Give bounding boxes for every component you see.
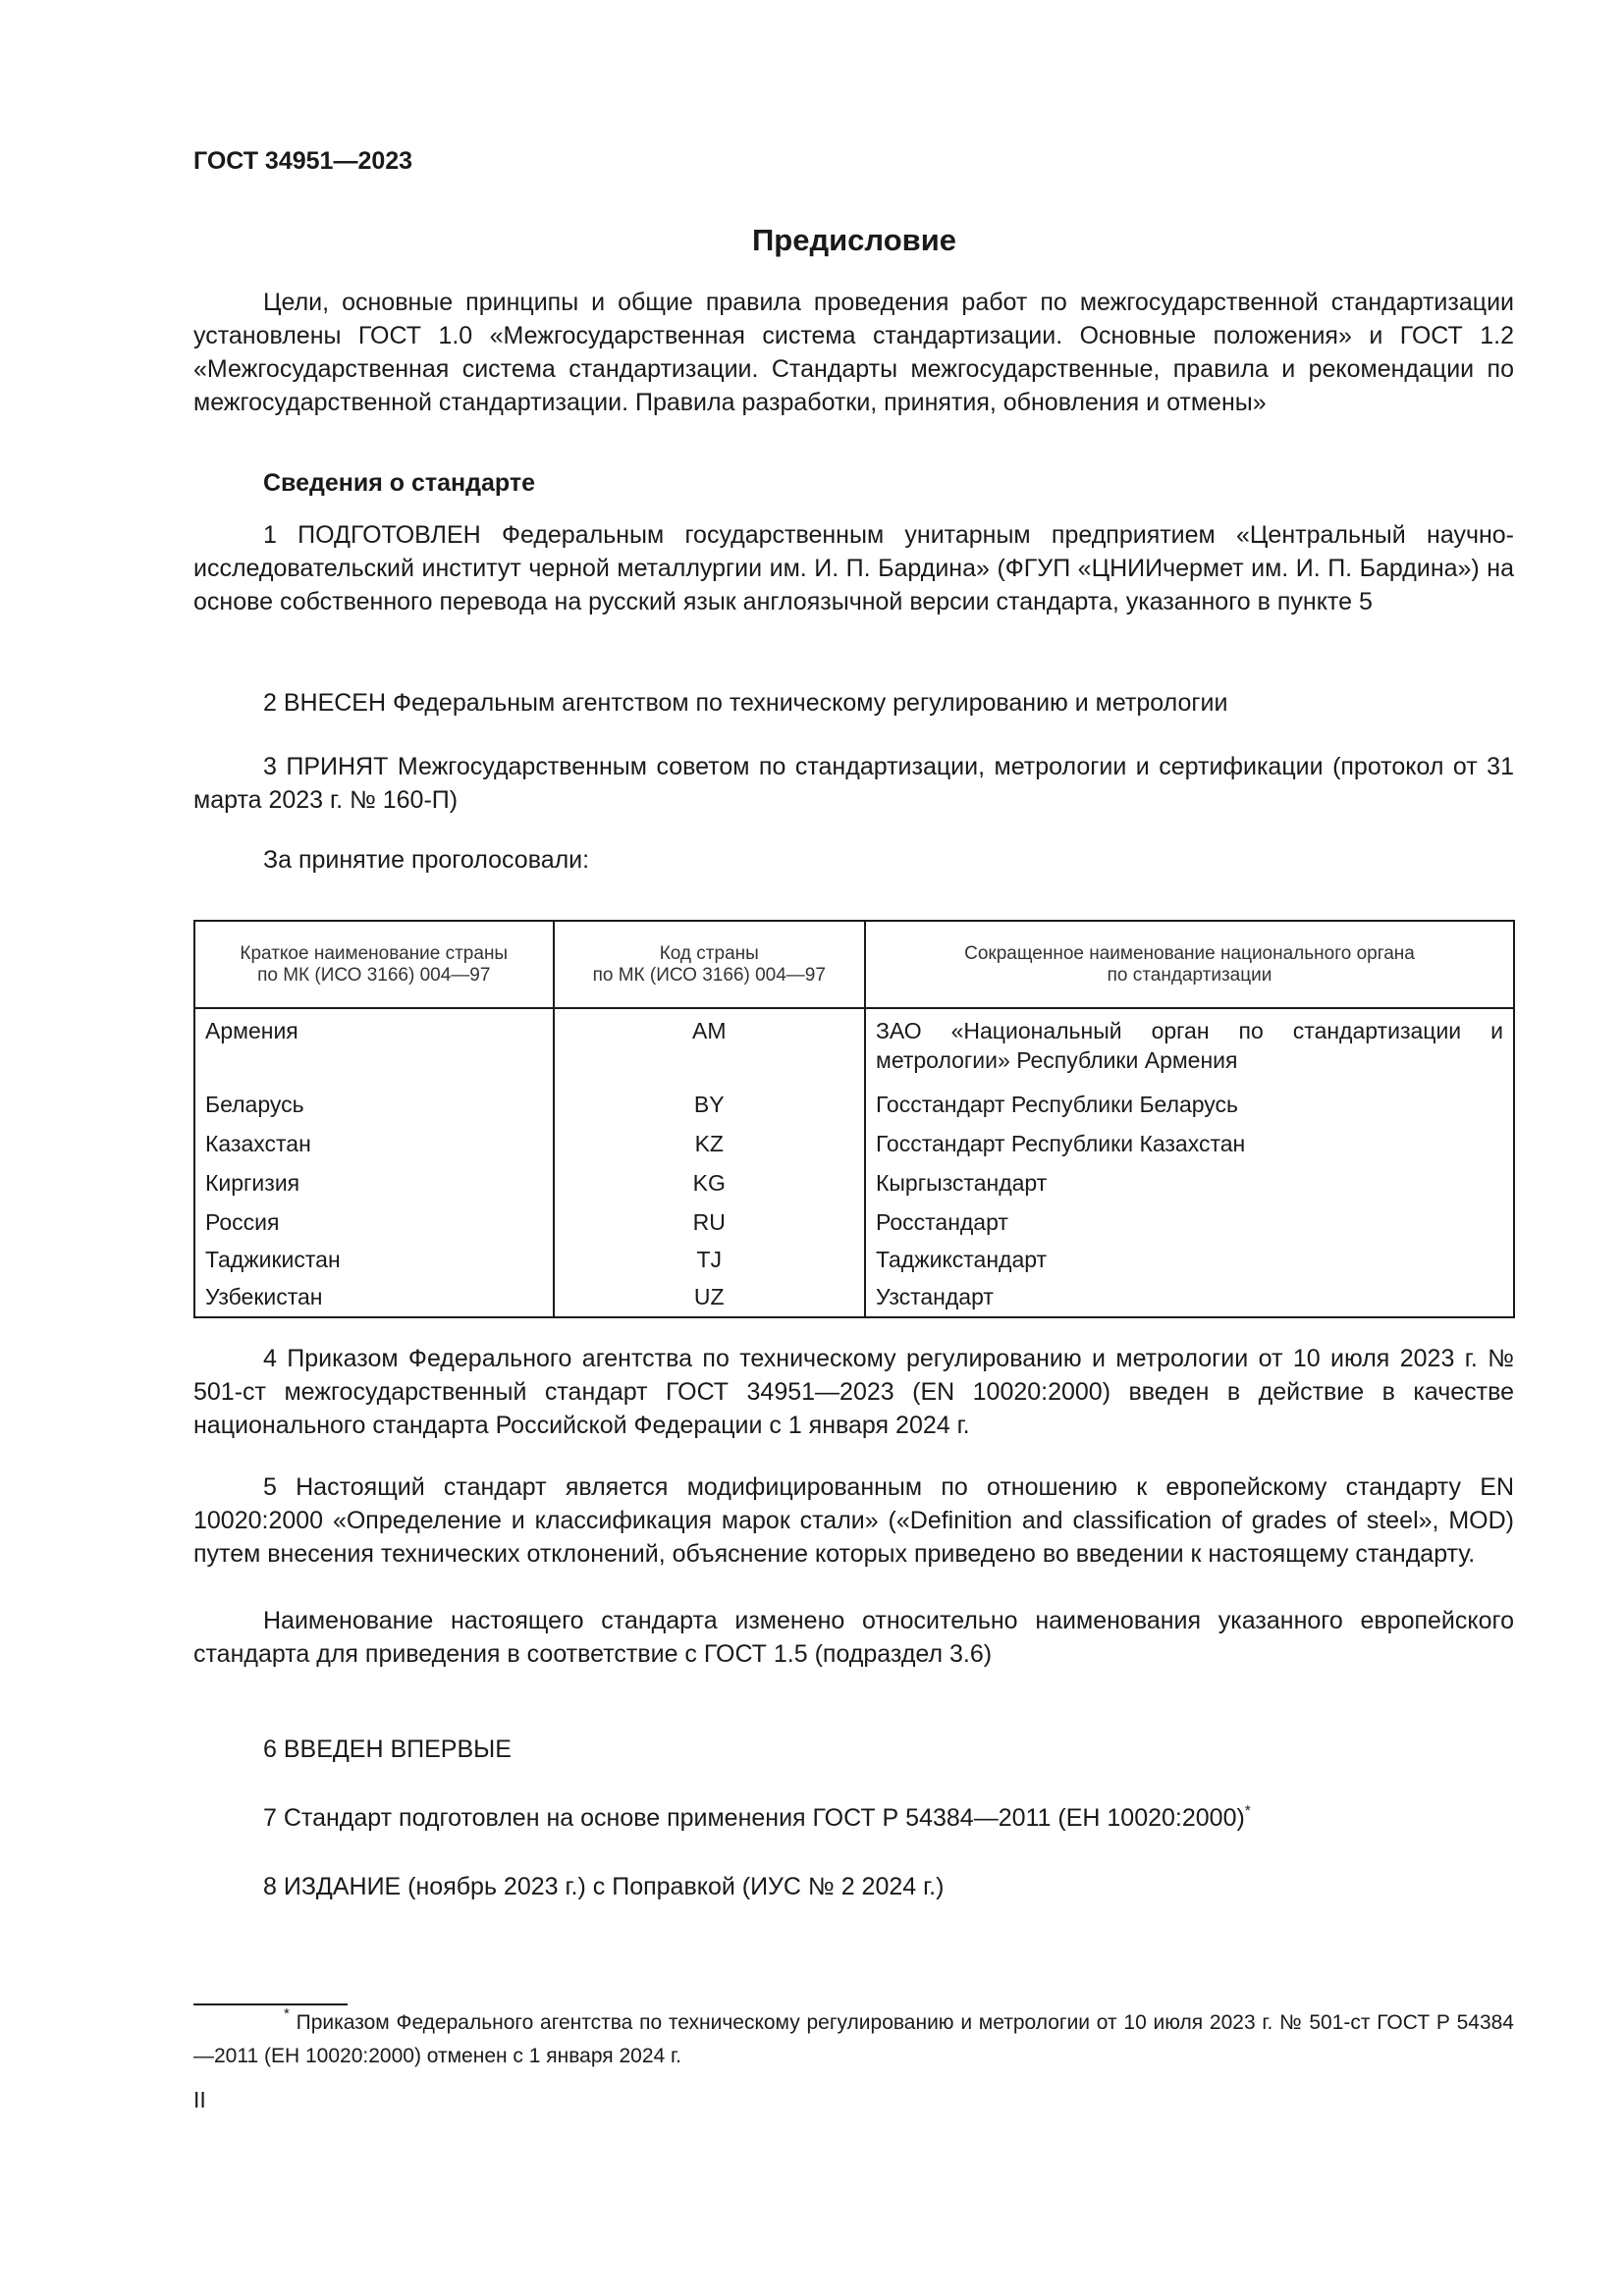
item-5-note-paragraph: Наименование настоящего стандарта изменено относительно наименования указанного европейского стандарта для приведения в соответствие с ГОСТ 1.5 (подраздел 3.6)	[193, 1607, 1514, 1668]
code-cell: KZ	[554, 1124, 865, 1163]
country-cell: Таджикистан	[194, 1242, 554, 1279]
footnote-divider	[193, 2003, 348, 2005]
code-cell: KG	[554, 1163, 865, 1202]
footnote-marker: *	[284, 2005, 290, 2022]
body-cell: Росстандарт	[876, 1209, 1008, 1235]
footnote	[193, 2006, 1514, 2073]
code-cell: UZ	[554, 1279, 865, 1317]
country-cell: Киргизия	[194, 1163, 554, 1202]
body-cell: Таджикстандарт	[876, 1247, 1048, 1272]
section-subheading: Сведения о стандарте	[263, 469, 536, 497]
table-row	[194, 1008, 1514, 1085]
country-cell: Узбекистан	[194, 1279, 554, 1317]
country-cell: Казахстан	[194, 1124, 554, 1163]
intro-paragraph: Цели, основные принципы и общие правила проведения работ по межгосударственной стандартизации установлены ГОСТ 1.0 «Межгосударственная система стандартизации. Основные положения» и ГОСТ 1.2 «Межгосударственная система стандартизации. Стандарты межгосударственные, правила и рекомендации по межгосударственной стандартизации. Правила разработки, принятия, обновления и отмены»	[193, 289, 1514, 416]
code-cell: TJ	[554, 1242, 865, 1279]
item-8-paragraph: 8 ИЗДАНИЕ (ноябрь 2023 г.) с Поправкой (ИУС № 2 2024 г.)	[263, 1873, 945, 1900]
body-cell: Госстандарт Республики Беларусь	[876, 1092, 1239, 1117]
code-cell: AM	[554, 1008, 865, 1085]
column-header-code: Код страны по МК (ИСО 3166) 004—97	[554, 921, 865, 1008]
document-header: ГОСТ 34951—2023	[193, 147, 413, 175]
table-row	[194, 1242, 1514, 1279]
country-cell: Россия	[194, 1202, 554, 1242]
item-6-paragraph: 6 ВВЕДЕН ВПЕРВЫЕ	[263, 1735, 512, 1763]
footnote-text: Приказом Федерального агентства по техническому регулированию и метрологии от 10 июля 2023 г. № 501-ст ГОСТ Р 54384—2011 (ЕН 10020:2000) отменен с 1 января 2024 г.	[193, 2011, 1514, 2067]
voting-table	[193, 920, 1515, 1318]
table-row	[194, 1202, 1514, 1242]
page-title: Предисловие	[751, 223, 956, 257]
country-cell: Армения	[194, 1008, 554, 1085]
country-cell: Беларусь	[194, 1085, 554, 1124]
table-row	[194, 1124, 1514, 1163]
item-3-paragraph: 3 ПРИНЯТ Межгосударственным советом по стандартизации, метрологии и сертификации (протокол от 31 марта 2023 г. № 160-П)	[193, 753, 1514, 814]
table-row	[194, 1163, 1514, 1202]
page-number: II	[193, 2087, 206, 2112]
footnote-marker: *	[1244, 1802, 1251, 1819]
item-2-paragraph: 2 ВНЕСЕН Федеральным агентством по техническому регулированию и метрологии	[263, 689, 1228, 717]
item-4-paragraph: 4 Приказом Федерального агентства по техническому регулированию и метрологии от 10 июля 2023 г. № 501-ст межгосударственный стандарт ГОСТ 34951—2023 (EN 10020:2000) введен в действие в качестве национального стандарта Российской Федерации с 1 января 2024 г.	[193, 1345, 1514, 1439]
body-cell: Кыргызстандарт	[876, 1170, 1048, 1196]
body-cell: ЗАО «Национальный орган по стандартизации и метрологии» Республики Армения	[876, 1018, 1503, 1073]
column-header-country: Краткое наименование страны по МК (ИСО 3166) 004—97	[194, 921, 554, 1008]
item-5-paragraph: 5 Настоящий стандарт является модифицированным по отношению к европейскому стандарту EN 10020:2000 «Определение и классификация марок стали» («Definition and classification of grades of steel», MOD) путем внесения технических отклонений, объяснение которых приведено во введении к настоящему стандарту.	[193, 1473, 1514, 1568]
code-cell: BY	[554, 1085, 865, 1124]
table-header-row	[194, 921, 1514, 1008]
table-row	[194, 1085, 1514, 1124]
item-7-paragraph: 7 Стандарт подготовлен на основе применения ГОСТ Р 54384—2011 (ЕН 10020:2000)*	[263, 1802, 1251, 1832]
voted-label: За принятие проголосовали:	[263, 846, 590, 874]
body-cell: Госстандарт Республики Казахстан	[876, 1131, 1246, 1156]
item-1-paragraph: 1 ПОДГОТОВЛЕН Федеральным государственным унитарным предприятием «Центральный научно-исследовательский институт черной металлургии им. И. П. Бардина» (ФГУП «ЦНИИчермет им. И. П. Бардина») на основе собственного перевода на русский язык англоязычной версии стандарта, указанного в пункте 5	[193, 521, 1514, 615]
code-cell: RU	[554, 1202, 865, 1242]
body-cell: Узстандарт	[876, 1284, 994, 1309]
column-header-body: Сокращенное наименование национального органа по стандартизации	[865, 921, 1514, 1008]
table-row	[194, 1279, 1514, 1317]
